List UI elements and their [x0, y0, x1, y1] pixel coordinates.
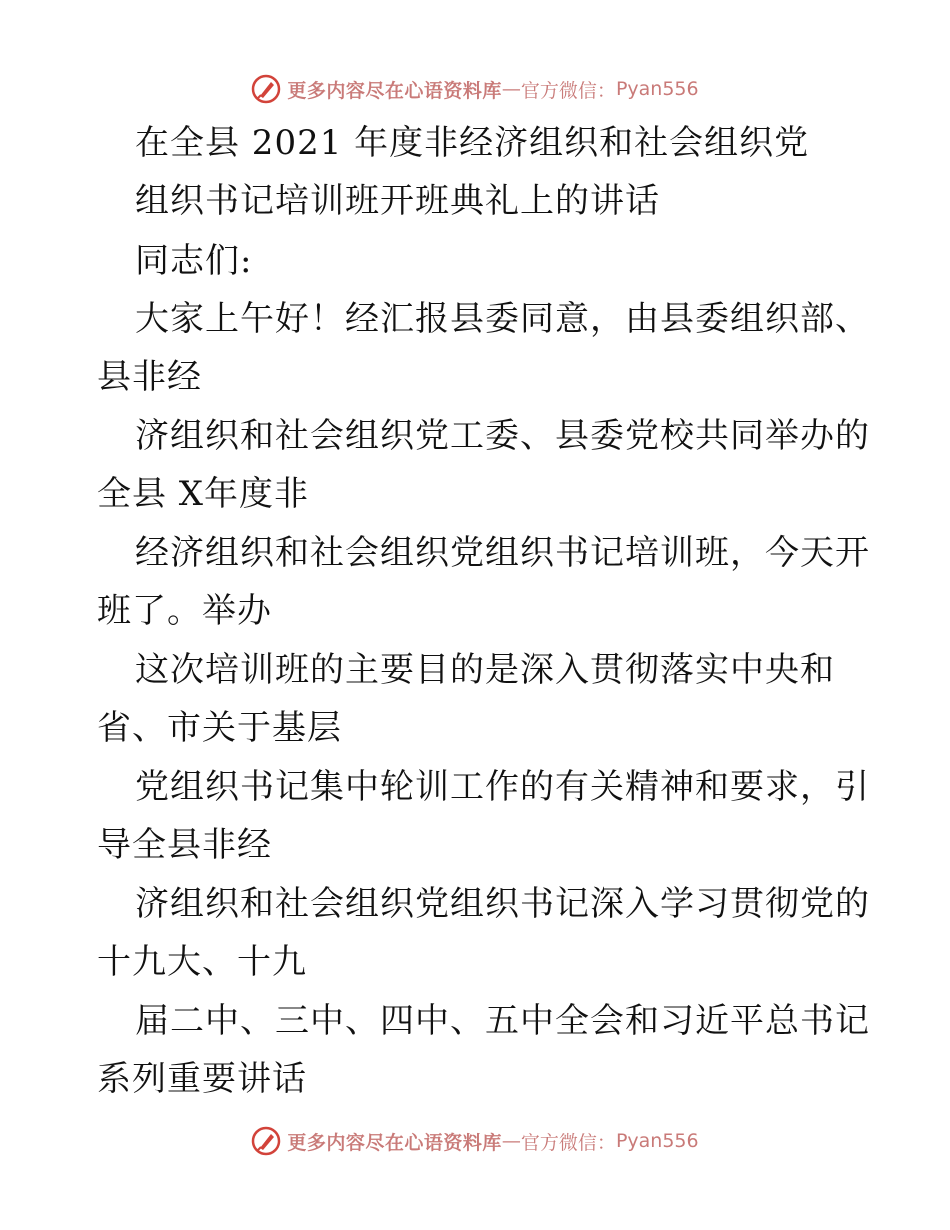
paragraph-line: 导全县非经 [97, 825, 272, 865]
paragraph-line: 济组织和社会组织党工委、县委党校共同举办的 [135, 416, 870, 456]
paragraph-line: 系列重要讲话 [97, 1059, 307, 1099]
salutation: 同志们: [135, 241, 253, 281]
header-separator: — [501, 78, 521, 100]
footer-banner [0, 1124, 950, 1158]
paragraph-line: 济组织和社会组织党组织书记深入学习贯彻党的 [135, 884, 870, 924]
paragraph-line: 经济组织和社会组织党组织书记培训班，今天开 [135, 533, 870, 573]
header-brand-text: 更多内容尽在心语资料库 [287, 79, 502, 102]
header-contact-label: 官方微信： [520, 79, 616, 102]
document-title-line-2: 组织书记培训班开班典礼上的讲话 [135, 181, 660, 221]
footer-contact-label: 官方微信： [520, 1131, 616, 1154]
footer-separator: — [501, 1130, 521, 1152]
paragraph-line: 班了。举办 [97, 591, 272, 631]
header-wechat-id: Pyan556 [615, 78, 699, 100]
paragraph-line: 全县 X年度非 [97, 474, 310, 514]
feather-pen-icon [251, 1126, 281, 1156]
feather-pen-icon [251, 74, 281, 104]
footer-brand-text: 更多内容尽在心语资料库 [287, 1131, 502, 1154]
paragraph-line: 这次培训班的主要目的是深入贯彻落实中央和 [135, 650, 835, 690]
paragraph-line: 大家上午好！经汇报县委同意，由县委组织部、 [135, 299, 870, 339]
paragraph-line: 届二中、三中、四中、五中全会和习近平总书记 [135, 1001, 870, 1041]
paragraph-line: 党组织书记集中轮训工作的有关精神和要求，引 [135, 767, 870, 807]
paragraph-line: 省、市关于基层 [97, 708, 342, 748]
paragraph-line: 十九大、十九 [97, 942, 307, 982]
document-title-line-1: 在全县 2021 年度非经济组织和社会组织党 [135, 123, 810, 163]
footer-wechat-id: Pyan556 [615, 1130, 699, 1152]
header-banner [0, 72, 950, 106]
paragraph-line: 县非经 [97, 357, 202, 397]
